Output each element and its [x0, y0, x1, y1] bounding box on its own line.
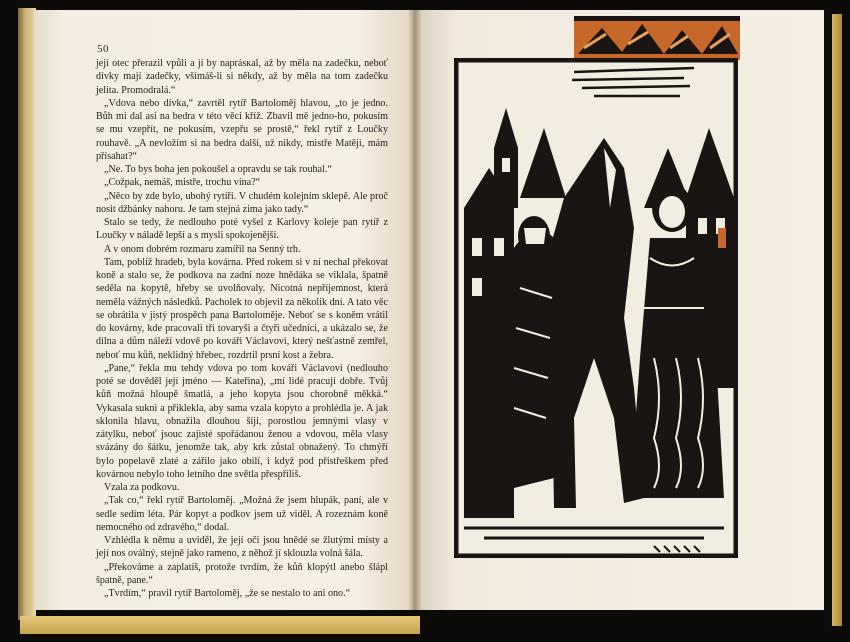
page-number: 50 [97, 43, 109, 55]
book-cover-edge-bottom [20, 616, 420, 634]
book-gutter [408, 10, 422, 610]
paragraph: „Pane,“ řekla mu tehdy vdova po tom kováři Václavovi (nedlouho poté se dověděl její jméno — Kateřina), „mí lidé pracují dobře. Tvůj kůň možná hloupě šmatlá, a jeho kopyta jsou chorobně měkká.“ Vykasala sukni a přiklekla, aby sama vzala kopyto a prohlédla je. A jak sklonila hlavu, obnažila dlouhou šíji, porostlou jemnými vlasy v zátylku, neboť jsouc zajisté spořádanou ženou a vdovou, měla vlasy svázány do šátku, jenomže tak, aby krk zůstal obnažený. To chmýří bylo popelavě zlaté a zářilo jako obilí, i když pod přístřeškem před kovárnou nebylo toho letního dne světla přespříliš. [96, 362, 388, 480]
paragraph: Vzala za podkovu. [104, 482, 180, 493]
paragraph: „Tvrdím,“ pravil rytíř Bartoloměj, „že se nestalo to ani ono.“ [104, 588, 351, 599]
body-text [96, 57, 388, 600]
book-cover-edge-right [832, 14, 842, 626]
paragraph: „Ne. To bys boha jen pokoušel a opravdu se tak rouhal.“ [104, 164, 332, 175]
orange-woodcut-ornament-icon [572, 14, 742, 62]
woodcut-knight-horse-woman-icon [454, 58, 738, 558]
paragraph: Vzhlédla k němu a uviděl, že její oči jsou hnědé se žlutými místy a její nos oválný, stejně jako rameno, z něhož jí sklouzla volná šála. [96, 535, 388, 560]
paragraph: „Překováme a zaplatíš, protože tvrdím, že kůň klopýtl anebo šlápl špatně, pane.“ [96, 561, 388, 586]
paragraph: Stalo se tedy, že nedlouho poté vyšel z Karlovy koleje pan rytíř z Loučky v náladě lepší a s myslí spokojenější. [96, 217, 388, 242]
paragraph: Tam, poblíž hradeb, byla kovárna. Před rokem si v ní nechal překovat koně a stalo se, že podkova na zadní noze hnědáka se viklala, špatně seděla na kopytě, hřeby se uvolňovaly. Nicotná nepříjemnost, která neměla vážných následků. Pacholek to objevil za několik dní. A tato věc se obrátila v jistý prospěch pana Bartoloměje. Neboť se s koněm vrátil do kovárny, kde pracovali tři tovaryši a čtyři učedníci, a ukázalo se, že dílna a dům náleží vdově po kováři Václavovi, který nešťastně zemřel, neboť mu kůň, neklidný hřebec, rozdrtil prsní kost a žebra. [96, 256, 388, 361]
paragraph: „Tak co,“ řekl rytíř Bartoloměj. „Možná že jsem hlupák, paní, ale v sedle sedím léta. Pár kopyt a podkov jsem už viděl. A rozeznám koně nemocného od zdravého,“ dodal. [96, 495, 388, 533]
paragraph: „Něco by zde bylo, ubohý rytíři. V chudém kolejním sklepě. Ale proč nosit džbánky nahoru. Je tam stejná zima jako tady.“ [96, 190, 388, 215]
paragraph: „Vdova nebo dívka,“ zavrtěl rytíř Bartoloměj hlavou, „to je jedno. Bůh mi dal asi na bedra v této věci kříž. Zbavil mě jedno-ho, pokusím se mu vzepřít, ne pokusím, vzepřu se prostě,“ řekl rytíř z Loučky rouhavě. „A nevložím si na bedra další, už nikdy, mistře Matěji, mám přísahat?“ [96, 97, 388, 162]
paragraph: její otec přerazil vpůli a jí by naprásкal, až by měla na zadečku, neboť dívky mají zadečky, všímáš-li si někdy, až by měla na tom zadečku jelita. Promodralá.“ [96, 58, 388, 96]
paragraph: „Cožpak, nemáš, mistře, trochu vína?“ [104, 177, 261, 189]
paragraph: A v onom dobrém rozmaru zamířil na Senný trh. [104, 243, 301, 255]
